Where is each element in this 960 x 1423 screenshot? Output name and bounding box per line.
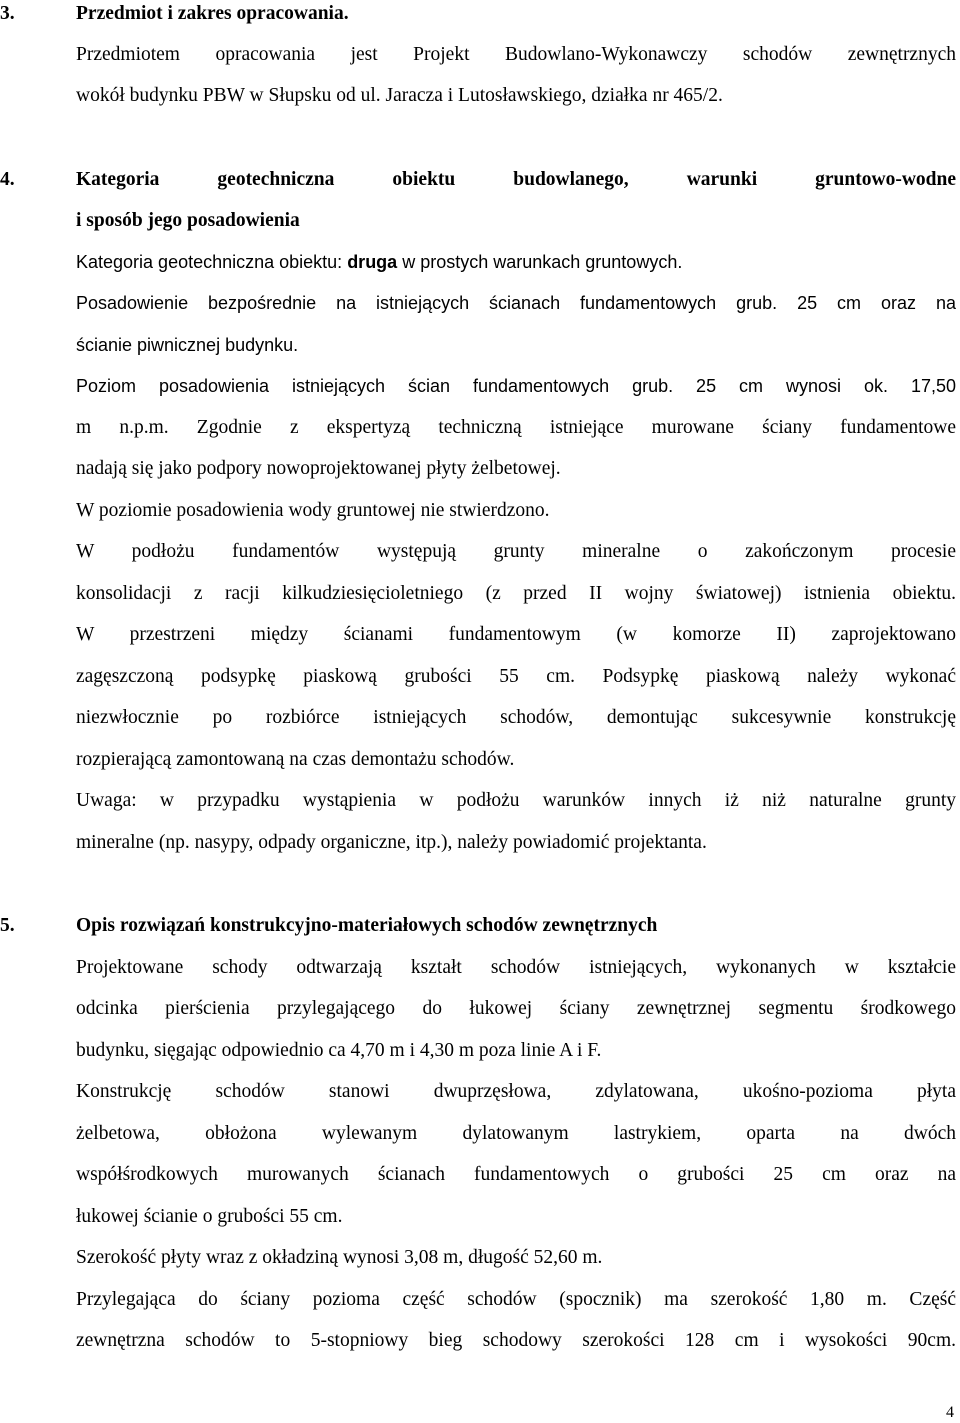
paragraph-line: Konstrukcję schodów stanowi dwuprzęsłowa, zdylatowana, ukośno-pozioma płyta — [76, 1081, 956, 1102]
paragraph-line: Projektowane schody odtwarzają kształt schodów istniejących, wykonanych w kształcie — [76, 957, 956, 978]
section-3-heading: Przedmiot i zakres opracowania. — [76, 3, 349, 24]
paragraph-line: ścianie piwnicznej budynku. — [76, 335, 299, 355]
category-conditions: w prostych warunkach gruntowych. — [397, 252, 683, 272]
paragraph-line: odcinka pierścienia przylegającego do łukowej ściany zewnętrznej segmentu środkowego — [76, 998, 956, 1019]
page-number: 4 — [946, 1404, 954, 1421]
paragraph-line: łukowej ścianie o grubości 55 cm. — [76, 1206, 343, 1227]
geotech-category-line — [76, 250, 682, 274]
paragraph-line: Uwaga: w przypadku wystąpienia w podłożu warunków innych iż niż naturalne grunty — [76, 790, 956, 811]
category-label: Kategoria geotechniczna obiektu: — [76, 252, 348, 272]
paragraph-line: Szerokość płyty wraz z okładziną wynosi 3,08 m, długość 52,60 m. — [76, 1247, 603, 1268]
paragraph-line: Poziom posadowienia istniejących ścian fundamentowych grub. 25 cm wynosi ok. 17,50 — [76, 376, 956, 396]
section-5-heading: Opis rozwiązań konstrukcyjno-materiałowych schodów zewnętrznych — [76, 915, 658, 936]
paragraph-line: Przylegająca do ściany pozioma część schodów (spocznik) ma szerokość 1,80 m. Część — [76, 1289, 956, 1310]
paragraph-line: wokół budynku PBW w Słupsku od ul. Jaracza i Lutosławskiego, działka nr 465/2. — [76, 85, 723, 106]
paragraph-line: Posadowienie bezpośrednie na istniejących ścianach fundamentowych grub. 25 cm oraz na — [76, 293, 956, 313]
section-4-heading: Kategoria geotechniczna obiektu budowlanego, warunki gruntowo-wodne — [76, 169, 956, 190]
section-5-number: 5. — [0, 915, 15, 936]
paragraph-line: rozpierającą zamontowaną na czas demontażu schodów. — [76, 749, 515, 770]
paragraph-line: zewnętrzna schodów to 5-stopniowy bieg schodowy szerokości 128 cm i wysokości 90cm. — [76, 1330, 956, 1351]
category-value: druga — [347, 252, 398, 272]
paragraph-line: niezwłocznie po rozbiórce istniejących schodów, demontując sukcesywnie konstrukcję — [76, 707, 956, 728]
paragraph-line: mineralne (np. nasypy, odpady organiczne, itp.), należy powiadomić projektanta. — [76, 832, 707, 853]
section-4-number: 4. — [0, 169, 15, 190]
paragraph-line: nadają się jako podpory nowoprojektowanej płyty żelbetowej. — [76, 458, 561, 479]
paragraph-line: W poziomie posadowienia wody gruntowej nie stwierdzono. — [76, 500, 550, 521]
paragraph-line: budynku, sięgając odpowiednio ca 4,70 m i 4,30 m poza linie A i F. — [76, 1040, 602, 1061]
paragraph-line: żelbetowa, obłożona wylewanym dylatowanym lastrykiem, oparta na dwóch — [76, 1123, 956, 1144]
paragraph-line: W przestrzeni między ścianami fundamentowym (w komorze II) zaprojektowano — [76, 624, 956, 645]
paragraph-line: współśrodkowych murowanych ścianach fundamentowych o grubości 25 cm oraz na — [76, 1164, 956, 1185]
paragraph-line: W podłożu fundamentów występują grunty mineralne o zakończonym procesie — [76, 541, 956, 562]
paragraph-line: konsolidacji z racji kilkudziesięcioletniego (z przed II wojny światowej) istnienia obiektu. — [76, 583, 956, 604]
paragraph-line: Przedmiotem opracowania jest Projekt Budowlano-Wykonawczy schodów zewnętrznych — [76, 44, 956, 65]
paragraph-line: m n.p.m. Zgodnie z ekspertyzą techniczną istniejące murowane ściany fundamentowe — [76, 417, 956, 438]
section-3-number: 3. — [0, 3, 15, 24]
section-4-heading-cont: i sposób jego posadowienia — [76, 210, 300, 231]
paragraph-line: zagęszczoną podsypkę piaskową grubości 55 cm. Podsypkę piaskową należy wykonać — [76, 666, 956, 687]
